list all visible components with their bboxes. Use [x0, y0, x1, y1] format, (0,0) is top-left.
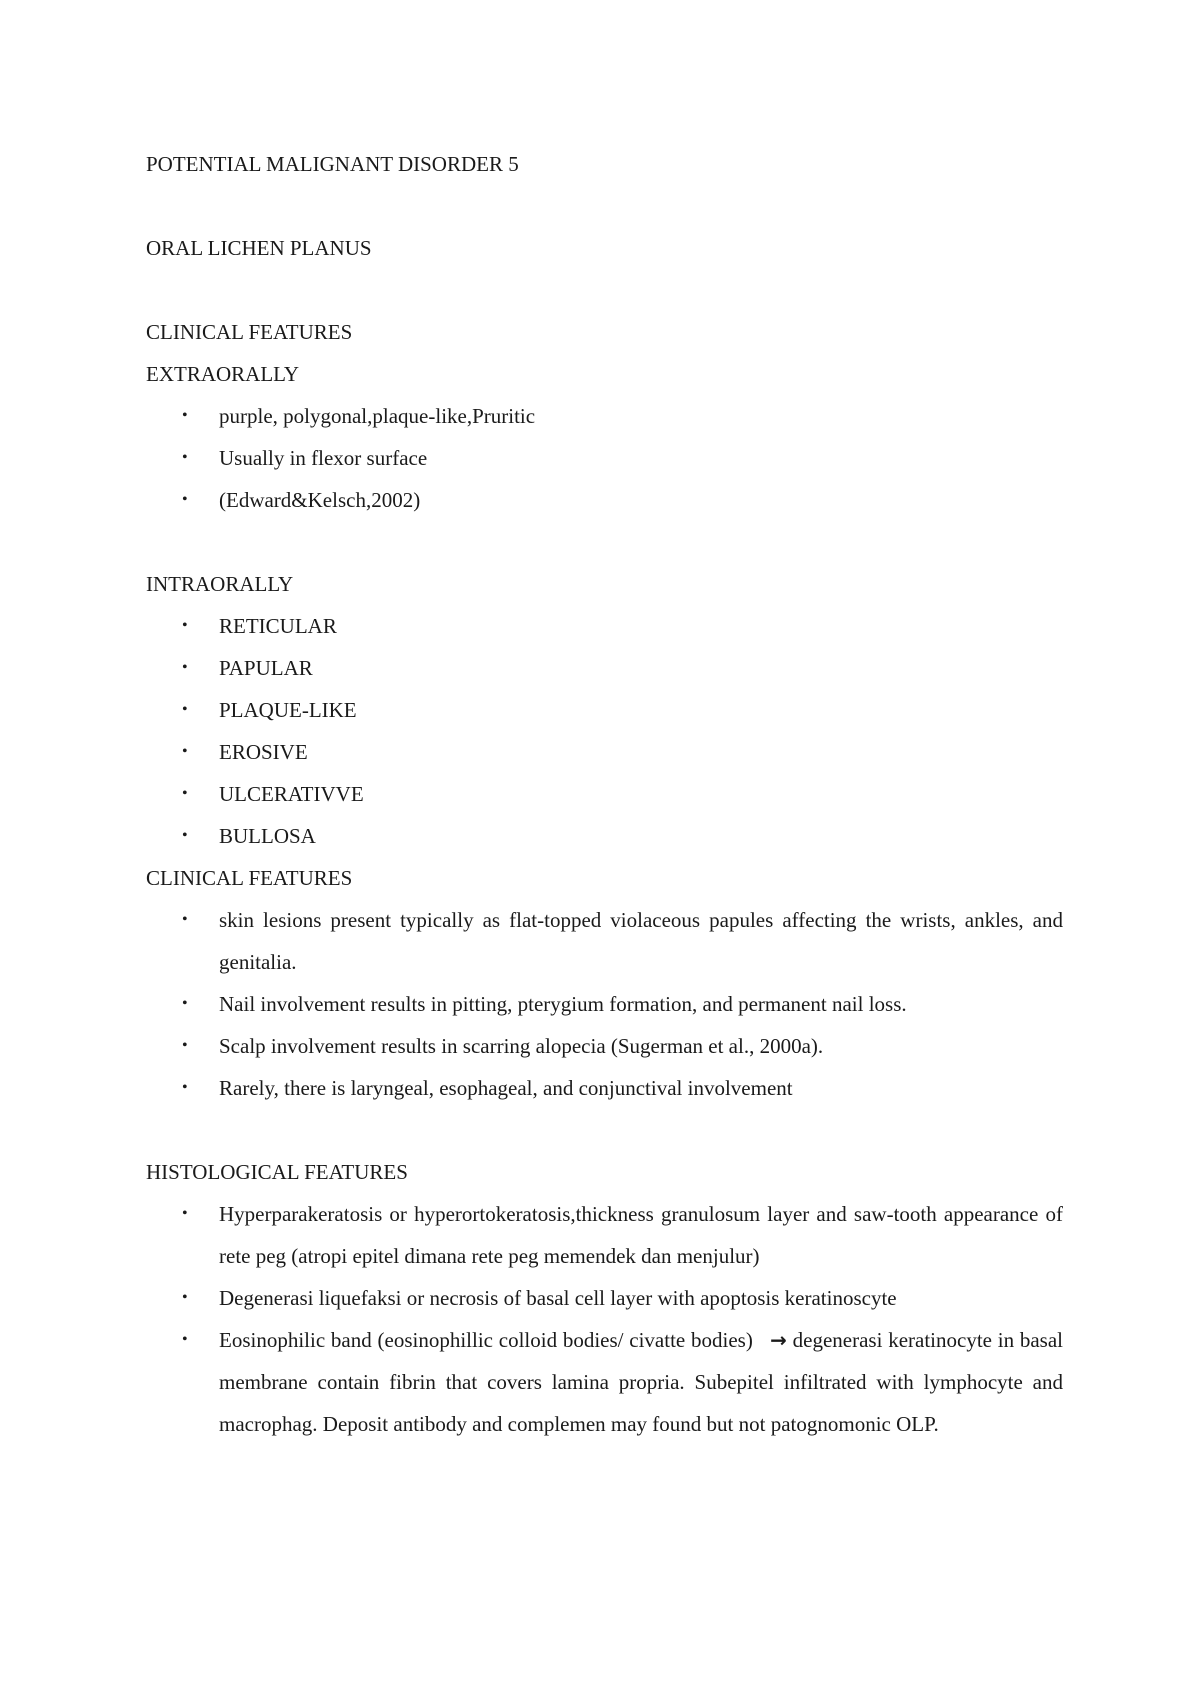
section-heading-clinical-features-2: CLINICAL FEATURES — [146, 866, 353, 890]
bullet-icon: • — [182, 1289, 188, 1306]
histological-features-list — [146, 1193, 1063, 1445]
list-item: • (Edward&Kelsch,2002) — [146, 479, 1063, 521]
list-item: • Rarely, there is laryngeal, esophageal, and conjunctival involvement — [146, 1067, 1063, 1109]
bullet-icon: • — [182, 659, 188, 676]
bullet-icon: • — [182, 491, 188, 508]
list-item: • purple, polygonal,plaque-like,Pruritic — [146, 395, 1063, 437]
list-item: • Hyperparakeratosis or hyperortokeratosis,thickness granulosum layer and saw-tooth appearance of rete peg (atropi epitel dimana rete peg memendek dan menjulur) — [146, 1193, 1063, 1277]
list-item: • BULLOSA — [146, 815, 1063, 857]
section-subheading-extraorally: EXTRAORALLY — [146, 362, 300, 386]
document-subtitle: ORAL LICHEN PLANUS — [146, 236, 372, 260]
document-title: POTENTIAL MALIGNANT DISORDER 5 — [146, 152, 519, 176]
list-item — [146, 1319, 1063, 1445]
list-item: • Degenerasi liquefaksi or necrosis of basal cell layer with apoptosis keratinoscyte — [146, 1277, 1063, 1319]
list-item: • Usually in flexor surface — [146, 437, 1063, 479]
bullet-icon: • — [182, 785, 188, 802]
bullet-icon: • — [182, 743, 188, 760]
document-page — [146, 143, 1063, 1445]
bullet-icon: • — [182, 1331, 188, 1348]
section-heading-histological-features: HISTOLOGICAL FEATURES — [146, 1160, 408, 1184]
bullet-icon: • — [182, 995, 188, 1012]
bullet-icon: • — [182, 911, 188, 928]
list-item: • ULCERATIVVE — [146, 773, 1063, 815]
extraorally-list — [146, 395, 1063, 521]
list-item: • Nail involvement results in pitting, pterygium formation, and permanent nail loss. — [146, 983, 1063, 1025]
eosinophilic-band-text: Eosinophilic band (eosinophillic colloid bodies/ civatte bodies) → degenerasi keratinocyte in basal membrane contain fibrin that covers lamina propria. Subepitel infiltrated with lymphocyte and macrophag. Deposit antibody and complemen may found but not patognomonic OLP. — [219, 1328, 1063, 1436]
spacer — [146, 269, 1063, 311]
arrow-right-icon: → — [770, 1328, 787, 1352]
list-item: • PLAQUE-LIKE — [146, 689, 1063, 731]
section-heading-clinical-features: CLINICAL FEATURES — [146, 320, 353, 344]
bullet-icon: • — [182, 1037, 188, 1054]
list-item: • skin lesions present typically as flat-topped violaceous papules affecting the wrists, ankles, and genitalia. — [146, 899, 1063, 983]
list-item: • RETICULAR — [146, 605, 1063, 647]
bullet-icon: • — [182, 1079, 188, 1096]
list-item: • PAPULAR — [146, 647, 1063, 689]
bullet-icon: • — [182, 701, 188, 718]
spacer — [146, 521, 1063, 563]
spacer — [146, 1109, 1063, 1151]
list-item: • EROSIVE — [146, 731, 1063, 773]
intraorally-list — [146, 605, 1063, 857]
bullet-icon: • — [182, 617, 188, 634]
section-heading-intraorally: INTRAORALLY — [146, 572, 294, 596]
spacer — [146, 185, 1063, 227]
list-item: • Scalp involvement results in scarring alopecia (Sugerman et al., 2000a). — [146, 1025, 1063, 1067]
bullet-icon: • — [182, 449, 188, 466]
clinical-features-list — [146, 899, 1063, 1109]
bullet-icon: • — [182, 407, 188, 424]
bullet-icon: • — [182, 827, 188, 844]
bullet-icon: • — [182, 1205, 188, 1222]
